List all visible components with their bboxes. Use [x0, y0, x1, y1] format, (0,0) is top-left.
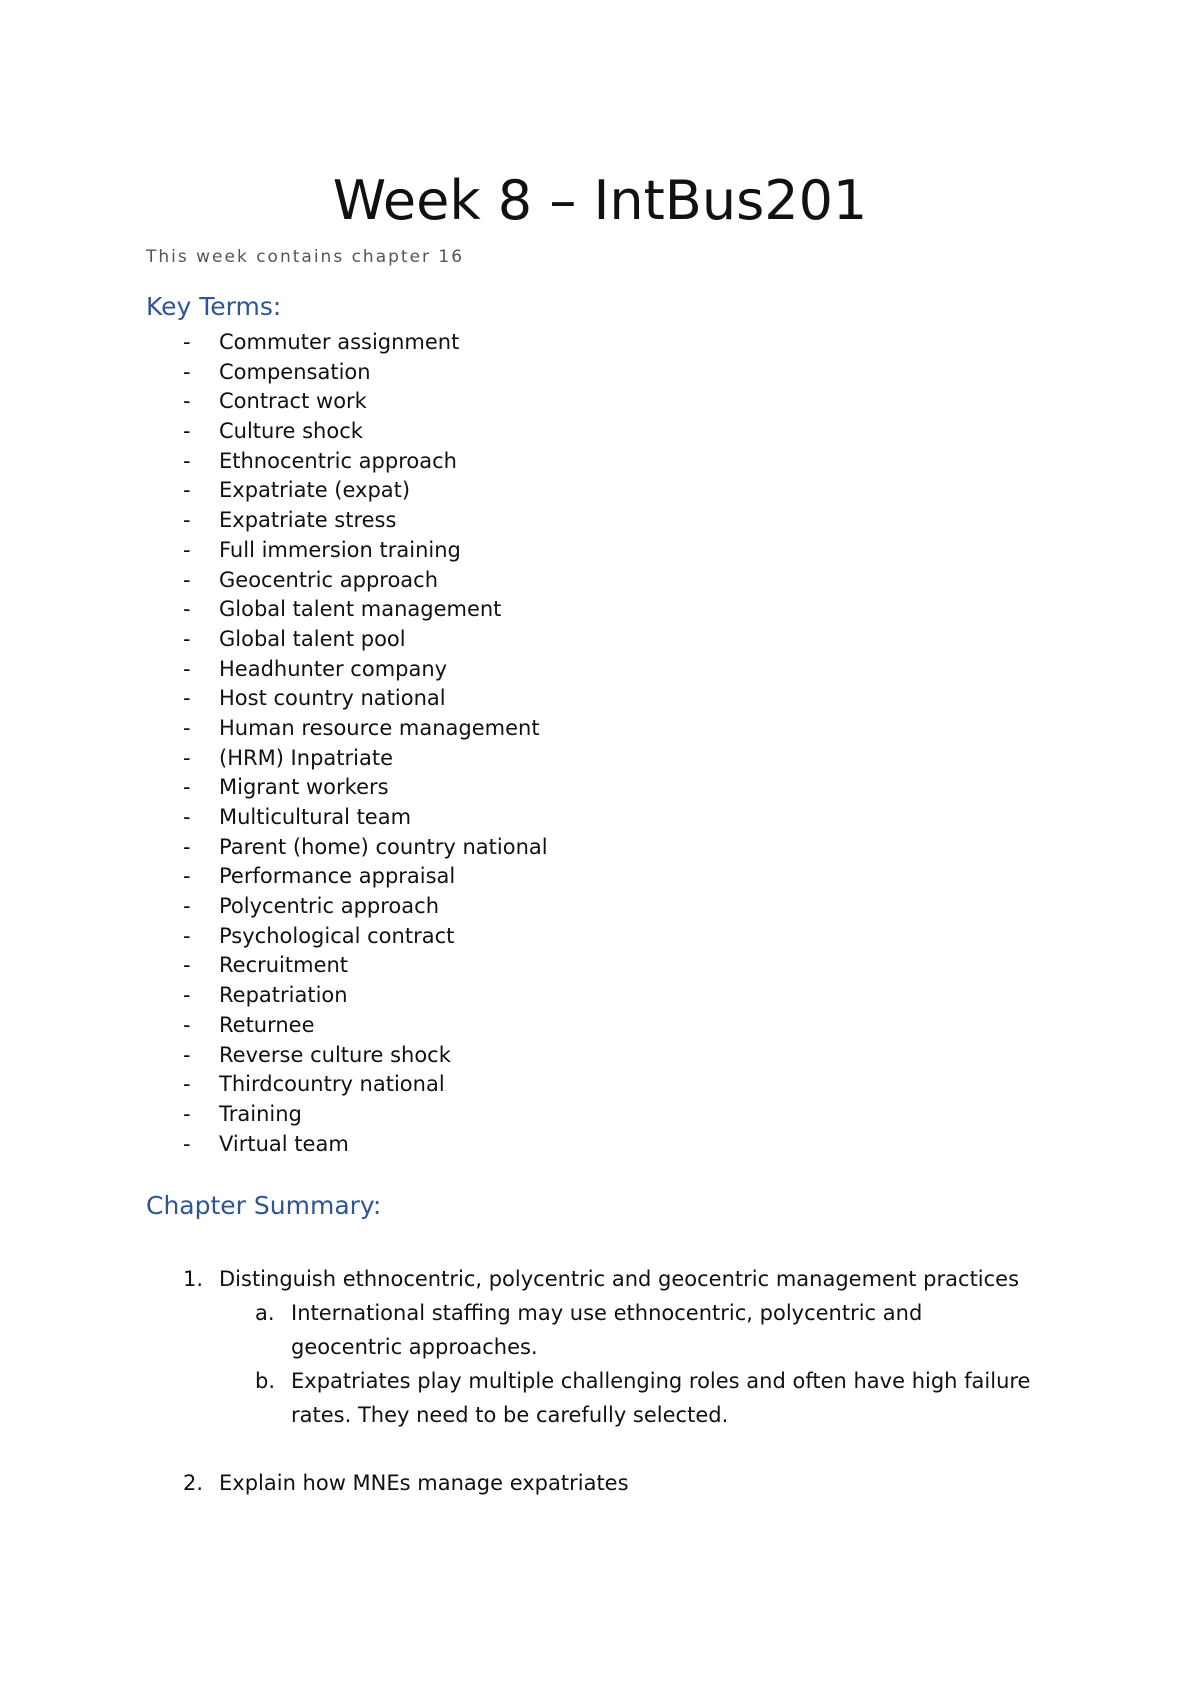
key-term-item [183, 595, 548, 625]
key-term-text: Repatriation [219, 983, 348, 1008]
bullet-dash: - [183, 1101, 191, 1126]
key-term-text: Multicultural team [219, 805, 412, 829]
key-term-item [183, 981, 548, 1011]
chapter-summary-list [183, 1262, 1063, 1500]
summary-item-number: 1. [183, 1267, 204, 1291]
key-term-text: Psychological contract [219, 923, 455, 948]
key-term-text: (HRM) Inpatriate [219, 745, 393, 770]
key-term-item [183, 536, 548, 566]
key-term-item [183, 951, 548, 981]
bullet-dash: - [183, 359, 191, 384]
bullet-dash: - [183, 953, 191, 978]
key-term-item [183, 328, 548, 358]
bullet-dash: - [183, 1042, 191, 1067]
bullet-dash: - [183, 419, 191, 444]
bullet-dash: - [183, 1072, 191, 1097]
bullet-dash: - [183, 775, 191, 800]
key-term-item [183, 387, 548, 417]
bullet-dash: - [183, 508, 191, 533]
key-term-text: Migrant workers [219, 775, 389, 800]
key-term-item [183, 1011, 548, 1041]
bullet-dash: - [183, 1012, 191, 1037]
key-term-text: Returnee [219, 1012, 315, 1037]
key-term-text: Recruitment [219, 953, 349, 978]
bullet-dash: - [183, 864, 191, 889]
bullet-dash: - [183, 448, 191, 473]
chapter-summary-heading: Chapter Summary: [146, 1191, 382, 1220]
key-term-item [183, 833, 548, 863]
key-term-text: Performance appraisal [219, 864, 456, 889]
key-term-item [183, 684, 548, 714]
summary-item [183, 1466, 1063, 1500]
key-term-text: Commuter assignment [219, 330, 460, 354]
page-title: Week 8 – IntBus201 [332, 169, 868, 232]
key-term-text: Geocentric approach [219, 567, 439, 592]
key-term-text: Global talent management [219, 597, 502, 622]
key-term-item [183, 566, 548, 596]
key-term-item [183, 744, 548, 774]
key-term-item [183, 862, 548, 892]
key-term-text: Human resource management [219, 715, 540, 740]
bullet-dash: - [183, 330, 191, 354]
summary-sub-item-text: International staffing may use ethnocentric, polycentric and geocentric approaches. [291, 1301, 923, 1359]
bullet-dash: - [183, 597, 191, 622]
summary-item-number: 2. [183, 1471, 204, 1495]
key-term-text: Compensation [219, 359, 371, 384]
key-term-item [183, 892, 548, 922]
key-term-text: Parent (home) country national [219, 834, 548, 859]
bullet-dash: - [183, 894, 191, 919]
summary-sub-list [219, 1296, 1063, 1432]
bullet-dash: - [183, 626, 191, 651]
key-term-item [183, 1070, 548, 1100]
key-term-item [183, 625, 548, 655]
key-term-item [183, 714, 548, 744]
key-term-item [183, 1041, 548, 1071]
bullet-dash: - [183, 389, 191, 414]
summary-sub-item [219, 1364, 1031, 1432]
summary-sub-item-text: Expatriates play multiple challenging roles and often have high failure rates. They need to be carefully selected. [291, 1369, 1031, 1427]
key-term-text: Host country national [219, 686, 446, 711]
key-term-text: Ethnocentric approach [219, 448, 457, 473]
bullet-dash: - [183, 834, 191, 859]
key-term-text: Reverse culture shock [219, 1042, 451, 1067]
key-term-text: Full immersion training [219, 537, 461, 562]
key-term-item [183, 506, 548, 536]
key-term-text: Training [219, 1101, 302, 1126]
key-term-text: Expatriate (expat) [219, 478, 411, 503]
key-term-text: Expatriate stress [219, 508, 397, 533]
key-term-text: Headhunter company [219, 656, 448, 681]
bullet-dash: - [183, 745, 191, 770]
key-terms-list [183, 328, 548, 1159]
key-term-item [183, 922, 548, 952]
bullet-dash: - [183, 983, 191, 1008]
key-terms-heading: Key Terms: [146, 292, 282, 321]
bullet-dash: - [183, 1131, 191, 1156]
key-term-text: Polycentric approach [219, 894, 439, 919]
summary-sub-item-letter: b. [255, 1369, 276, 1393]
bullet-dash: - [183, 923, 191, 948]
key-term-item [183, 773, 548, 803]
key-term-item [183, 803, 548, 833]
key-term-text: Thirdcountry national [219, 1072, 445, 1097]
summary-sub-item-letter: a. [255, 1301, 275, 1325]
summary-item-text: Explain how MNEs manage expatriates [219, 1471, 629, 1495]
summary-item-text: Distinguish ethnocentric, polycentric and geocentric management practices [219, 1267, 1020, 1291]
page-subtitle: This week contains chapter 16 [146, 247, 465, 267]
key-term-text: Culture shock [219, 419, 363, 444]
key-term-item [183, 417, 548, 447]
key-term-text: Contract work [219, 389, 367, 414]
bullet-dash: - [183, 656, 191, 681]
bullet-dash: - [183, 805, 191, 829]
key-term-item [183, 358, 548, 388]
key-term-item [183, 1100, 548, 1130]
bullet-dash: - [183, 715, 191, 740]
bullet-dash: - [183, 686, 191, 711]
key-term-item [183, 447, 548, 477]
key-term-text: Virtual team [219, 1131, 349, 1156]
key-term-item [183, 476, 548, 506]
bullet-dash: - [183, 478, 191, 503]
summary-item [183, 1262, 1063, 1432]
summary-sub-item [219, 1296, 1031, 1364]
bullet-dash: - [183, 567, 191, 592]
key-term-item [183, 1130, 548, 1160]
bullet-dash: - [183, 537, 191, 562]
key-term-item [183, 655, 548, 685]
key-term-text: Global talent pool [219, 626, 406, 651]
